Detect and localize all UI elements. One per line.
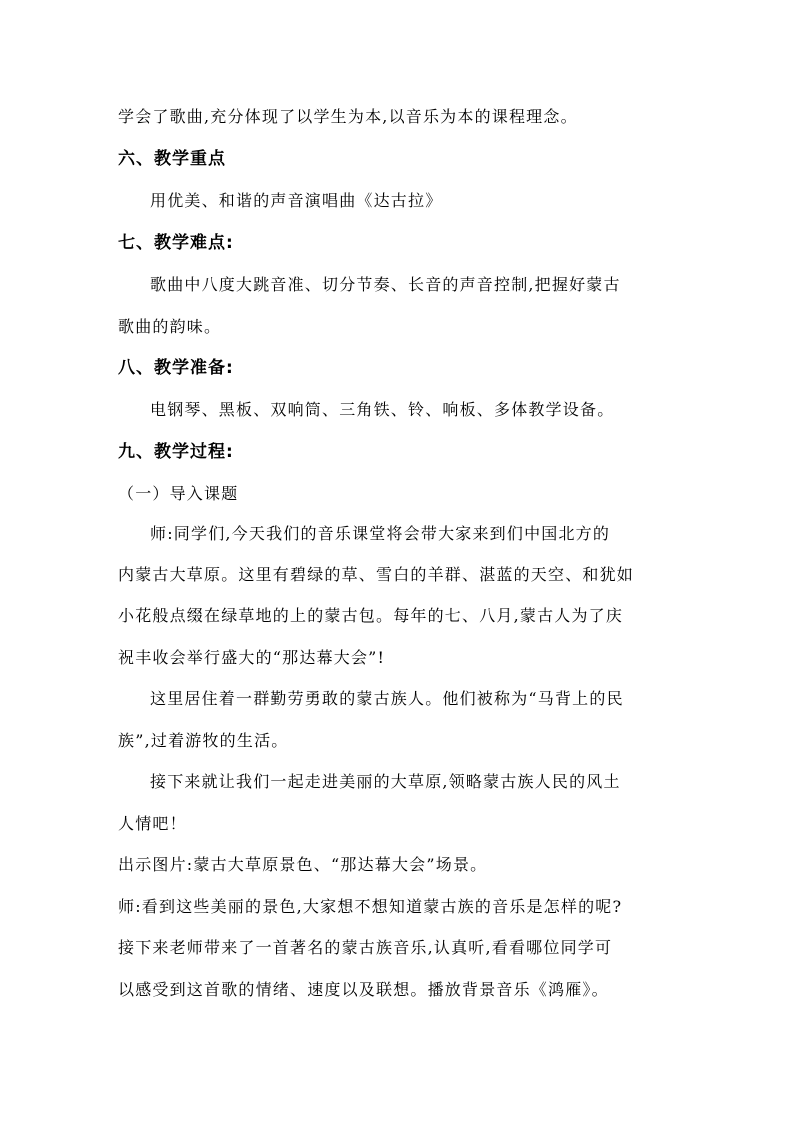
section-heading-teaching-focus: 六、教学重点 [118, 149, 226, 169]
paragraph-line: 电钢琴、黑板、双响筒、三角铁、铃、响板、多体教学设备。 [150, 400, 615, 419]
subsection-heading-introduction: （一）导入课题 [118, 484, 239, 503]
paragraph-line: 祝丰收会举行盛大的“那达幕大会”! [118, 648, 386, 667]
paragraph-line: 接下来老师带来了一首著名的蒙古族音乐,认真听,看看哪位同学可 [118, 938, 613, 957]
paragraph-line: 接下来就让我们一起走进美丽的大草原,领略蒙古族人民的风土 [150, 772, 621, 791]
paragraph-line: 歌曲中八度大跳音准、切分节奏、长音的声音控制,把握好蒙古 [150, 275, 621, 294]
paragraph-line: 这里居住着一群勤劳勇敢的蒙古族人。他们被称为“马背上的民 [150, 689, 624, 708]
paragraph-line: 用优美、和谐的声音演唱曲《达古拉》 [150, 191, 443, 210]
section-heading-teaching-process: 九、教学过程: [118, 442, 234, 462]
paragraph-line: 内蒙古大草原。这里有碧绿的草、雪白的羊群、湛蓝的天空、和犹如 [118, 565, 635, 584]
paragraph-line: 歌曲的韵味。 [118, 317, 222, 336]
paragraph-line: 学会了歌曲,充分体现了以学生为本,以音乐为本的课程理念。 [118, 107, 578, 126]
paragraph-line: 以感受到这首歌的情绪、速度以及联想。播放背景音乐《鸿雁》。 [118, 980, 609, 999]
paragraph-line: 人情吧！ [118, 814, 187, 833]
section-heading-teaching-preparation: 八、教学准备: [118, 358, 234, 378]
paragraph-line: 族”,过着游牧的生活。 [118, 731, 289, 750]
paragraph-line: 出示图片:蒙古大草原景色、“那达幕大会”场景。 [118, 855, 488, 874]
paragraph-line: 师:同学们,今天我们的音乐课堂将会带大家来到们中国北方的 [150, 524, 611, 543]
paragraph-line: 小花般点缀在绿草地的上的蒙古包。每年的七、八月,蒙古人为了庆 [118, 606, 624, 625]
paragraph-line: 师:看到这些美丽的景色,大家想不想知道蒙古族的音乐是怎样的呢? [118, 897, 623, 916]
section-heading-teaching-difficulty: 七、教学难点: [118, 233, 234, 253]
